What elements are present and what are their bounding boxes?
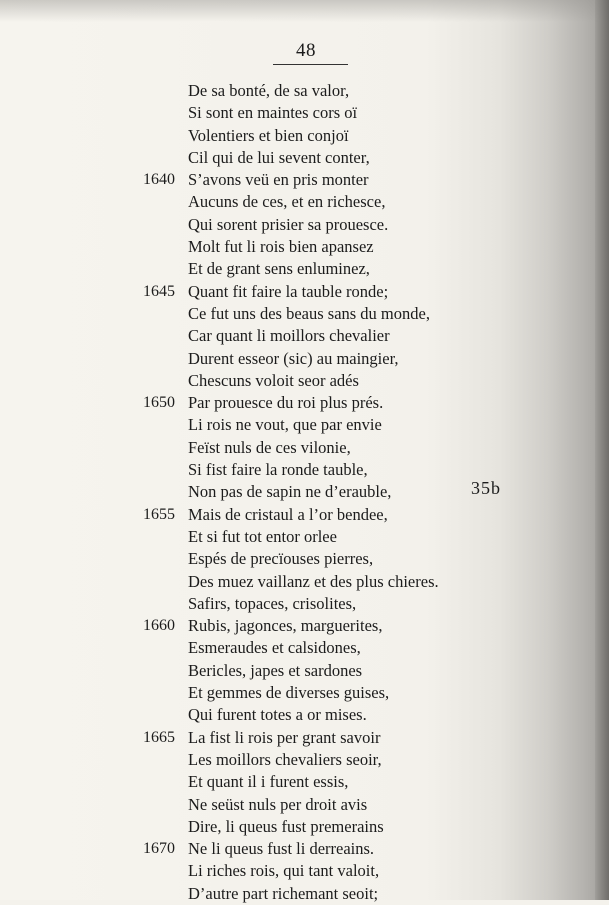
verse-text: Volentiers et bien conjoï <box>188 125 349 145</box>
verse-line <box>0 258 609 280</box>
verse-text: Les moillors chevaliers seoir, <box>188 749 382 769</box>
verse-text: S’avons veü en pris monter <box>188 170 369 190</box>
line-number: 1660 <box>143 617 175 635</box>
verse-text: Cil qui de lui sevent conter, <box>188 147 370 167</box>
verse-text: Non pas de sapin ne d’erauble, <box>188 482 392 502</box>
verse-text: Si sont en maintes cors oï <box>188 103 358 123</box>
verse-text: Feïst nuls de ces vilonie, <box>188 437 351 457</box>
verse-line <box>0 459 609 481</box>
verse-text: Et quant il i furent essis, <box>188 772 349 792</box>
verse-text: Ne seüst nuls per droit avis <box>188 794 368 814</box>
verse-line <box>0 816 609 838</box>
line-number: 1670 <box>143 840 175 858</box>
verse-line <box>0 125 609 147</box>
margin-folio-note: 35b <box>471 478 501 498</box>
verse-line <box>0 526 609 548</box>
line-number: 1650 <box>143 394 175 412</box>
verse-line <box>0 838 609 860</box>
verse-text: Et gemmes de diverses guises, <box>188 683 390 703</box>
verse-text: La fist li rois per grant savoir <box>188 727 381 747</box>
verse-line <box>0 548 609 570</box>
verse-line <box>0 370 609 392</box>
verse-text: Et de grant sens enluminez, <box>188 259 370 279</box>
verse-line <box>0 504 609 526</box>
verse-line <box>0 637 609 659</box>
verse-text: Quant fit faire la tauble ronde; <box>188 281 389 301</box>
verse-line <box>0 682 609 704</box>
verse-line <box>0 214 609 236</box>
verse-line <box>0 883 609 905</box>
verse-text: Chescuns voloit seor adés <box>188 370 359 390</box>
verse-line <box>0 794 609 816</box>
verse-text: Ce fut uns des beaus sans du monde, <box>188 303 430 323</box>
verse-line <box>0 749 609 771</box>
verse-text: D’autre part richemant seoit; <box>188 883 379 903</box>
page-number-rule <box>273 64 348 65</box>
verse-line <box>0 392 609 414</box>
verse-line <box>0 348 609 370</box>
verse-text: Qui furent totes a or mises. <box>188 705 367 725</box>
line-number: 1645 <box>143 282 175 300</box>
verse-text: De sa bonté, de sa valor, <box>188 81 350 100</box>
verse-text: Bericles, japes et sardones <box>188 660 363 680</box>
verse-line <box>0 325 609 347</box>
verse-text: Esmeraudes et calsidones, <box>188 638 361 658</box>
verse-line <box>0 704 609 726</box>
verse-line <box>0 281 609 303</box>
verse-text: Qui sorent prisier sa prouesce. <box>188 214 389 234</box>
top-shadow <box>0 0 609 22</box>
verse-line <box>0 615 609 637</box>
verse-line <box>0 571 609 593</box>
verse-text: Aucuns de ces, et en richesce, <box>188 192 386 212</box>
verse-line <box>0 147 609 169</box>
verse-line <box>0 771 609 793</box>
verse-text: Rubis, jagonces, marguerites, <box>188 616 383 636</box>
verse-text: Dire, li queus fust premerains <box>188 816 384 836</box>
verse-line <box>0 727 609 749</box>
verse-line <box>0 80 609 102</box>
verse-text: Li riches rois, qui tant valoit, <box>188 861 380 881</box>
verse-line <box>0 860 609 882</box>
line-number: 1665 <box>143 728 175 746</box>
verse-text: Li rois ne vout, que par envie <box>188 415 382 435</box>
verse-text: Molt fut li rois bien apansez <box>188 237 374 257</box>
verse-text: Mais de cristaul a l’or bendee, <box>188 504 388 524</box>
verse-text: Espés de precïouses pierres, <box>188 549 374 569</box>
verse-text: Ne li queus fust li derreains. <box>188 839 375 859</box>
verse-line <box>0 437 609 459</box>
verse-block <box>0 80 609 905</box>
verse-line <box>0 593 609 615</box>
line-number: 1655 <box>143 505 175 523</box>
verse-text: Par prouesce du roi plus prés. <box>188 393 384 413</box>
verse-line <box>0 414 609 436</box>
verse-text: Durent esseor (sic) au maingier, <box>188 348 399 368</box>
line-number: 1640 <box>143 171 175 189</box>
verse-line <box>0 191 609 213</box>
verse-line <box>0 236 609 258</box>
verse-text: Si fist faire la ronde tauble, <box>188 460 368 480</box>
verse-line <box>0 169 609 191</box>
verse-line <box>0 481 609 503</box>
verse-text: Et si fut tot entor orlee <box>188 526 337 546</box>
verse-text: Safirs, topaces, crisolites, <box>188 593 357 613</box>
verse-text: Car quant li moillors chevalier <box>188 326 390 346</box>
verse-line <box>0 660 609 682</box>
verse-text: Des muez vaillanz et des plus chieres. <box>188 571 439 591</box>
verse-line <box>0 102 609 124</box>
page-number: 48 <box>296 40 316 61</box>
verse-line <box>0 303 609 325</box>
